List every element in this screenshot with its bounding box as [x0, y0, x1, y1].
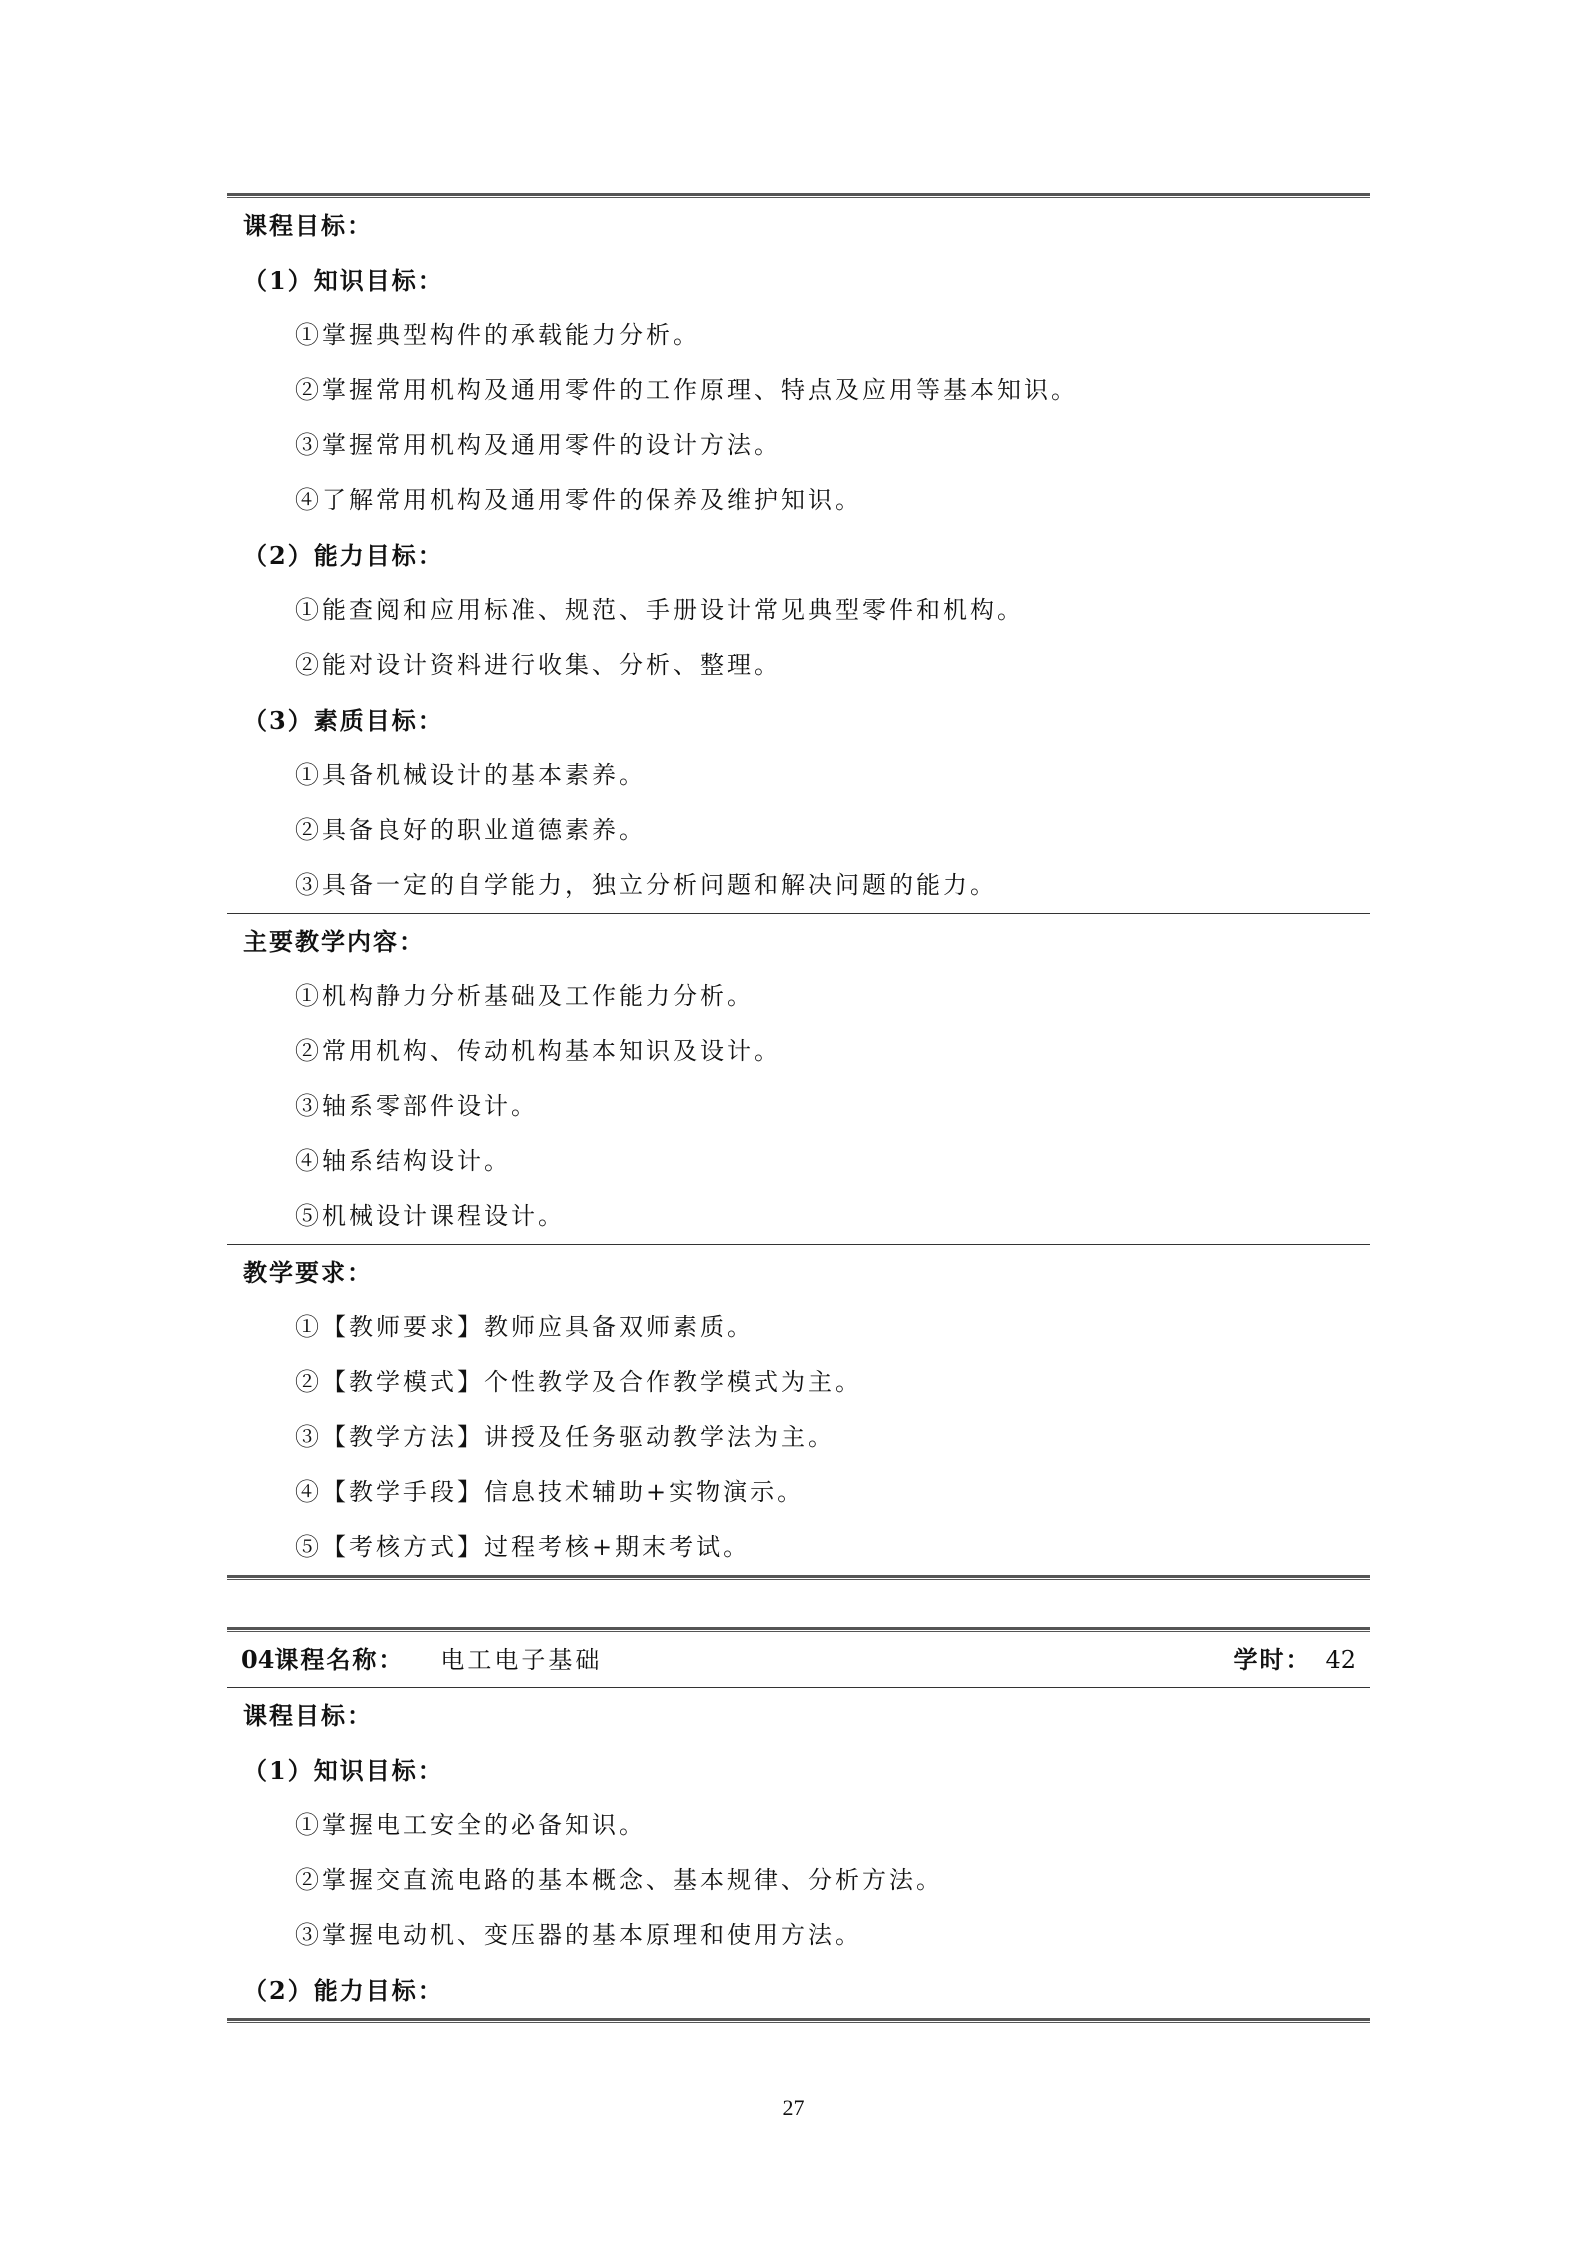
teaching-requirement-item: ④【教学手段】信息技术辅助+实物演示。	[295, 1478, 805, 1506]
course-goals-heading: 课程目标：	[243, 211, 373, 240]
course-goals-heading: 课程目标：	[243, 1701, 373, 1730]
teaching-requirements-heading: 教学要求：	[243, 1258, 373, 1287]
course-header	[227, 1632, 1370, 1687]
quality-goals-heading: （3）素质目标：	[243, 706, 444, 735]
course-title	[241, 1632, 602, 1688]
knowledge-goal-item: ①掌握电工安全的必备知识。	[295, 1811, 646, 1839]
knowledge-goal-item: ①掌握典型构件的承载能力分析。	[295, 321, 700, 349]
teaching-content-item: ③轴系零部件设计。	[295, 1092, 538, 1120]
teaching-content-item: ④轴系结构设计。	[295, 1147, 511, 1175]
teaching-content-heading: 主要教学内容：	[243, 927, 425, 956]
teaching-content-item: ②常用机构、传动机构基本知识及设计。	[295, 1037, 781, 1065]
section-bottom-rule	[227, 1575, 1370, 1580]
teaching-requirement-item: ⑤【考核方式】过程考核+期末考试。	[295, 1533, 751, 1561]
course-section-continued	[227, 193, 1370, 1580]
course-hours-label: 学时：	[1233, 1645, 1312, 1674]
ability-goal-item: ①能查阅和应用标准、规范、手册设计常见典型零件和机构。	[295, 596, 1024, 624]
teaching-requirement-item: ①【教师要求】教师应具备双师素质。	[295, 1313, 754, 1341]
quality-goal-item: ③具备一定的自学能力，独立分析问题和解决问题的能力。	[295, 871, 997, 899]
teaching-content-item: ⑤机械设计课程设计。	[295, 1202, 565, 1230]
ability-goal-item: ②能对设计资料进行收集、分析、整理。	[295, 651, 781, 679]
teaching-content-item: ①机构静力分析基础及工作能力分析。	[295, 982, 754, 1010]
quality-goal-item: ①具备机械设计的基本素养。	[295, 761, 646, 789]
knowledge-goal-item: ③掌握电动机、变压器的基本原理和使用方法。	[295, 1921, 862, 1949]
course-hours	[1233, 1632, 1356, 1688]
ability-goals-heading: （2）能力目标：	[243, 1976, 444, 2005]
course-number: 04	[241, 1645, 275, 1674]
page-number: 27	[782, 2095, 805, 2120]
section-bottom-rule	[227, 2018, 1370, 2023]
ability-goals-heading: （2）能力目标：	[243, 541, 444, 570]
knowledge-goal-item: ②掌握交直流电路的基本概念、基本规律、分析方法。	[295, 1866, 943, 1894]
knowledge-goal-item: ④了解常用机构及通用零件的保养及维护知识。	[295, 486, 862, 514]
course-name-label: 课程名称：	[274, 1645, 405, 1674]
course-hours-value: 42	[1325, 1646, 1356, 1674]
knowledge-goal-item: ②掌握常用机构及通用零件的工作原理、特点及应用等基本知识。	[295, 376, 1078, 404]
course-name: 电工电子基础	[440, 1646, 603, 1674]
quality-goal-item: ②具备良好的职业道德素养。	[295, 816, 646, 844]
course-section-04	[227, 1627, 1370, 2023]
knowledge-goal-item: ③掌握常用机构及通用零件的设计方法。	[295, 431, 781, 459]
knowledge-goals-heading: （1）知识目标：	[243, 1756, 444, 1785]
teaching-requirement-item: ③【教学方法】讲授及任务驱动教学法为主。	[295, 1423, 835, 1451]
teaching-requirement-item: ②【教学模式】个性教学及合作教学模式为主。	[295, 1368, 862, 1396]
knowledge-goals-heading: （1）知识目标：	[243, 266, 444, 295]
